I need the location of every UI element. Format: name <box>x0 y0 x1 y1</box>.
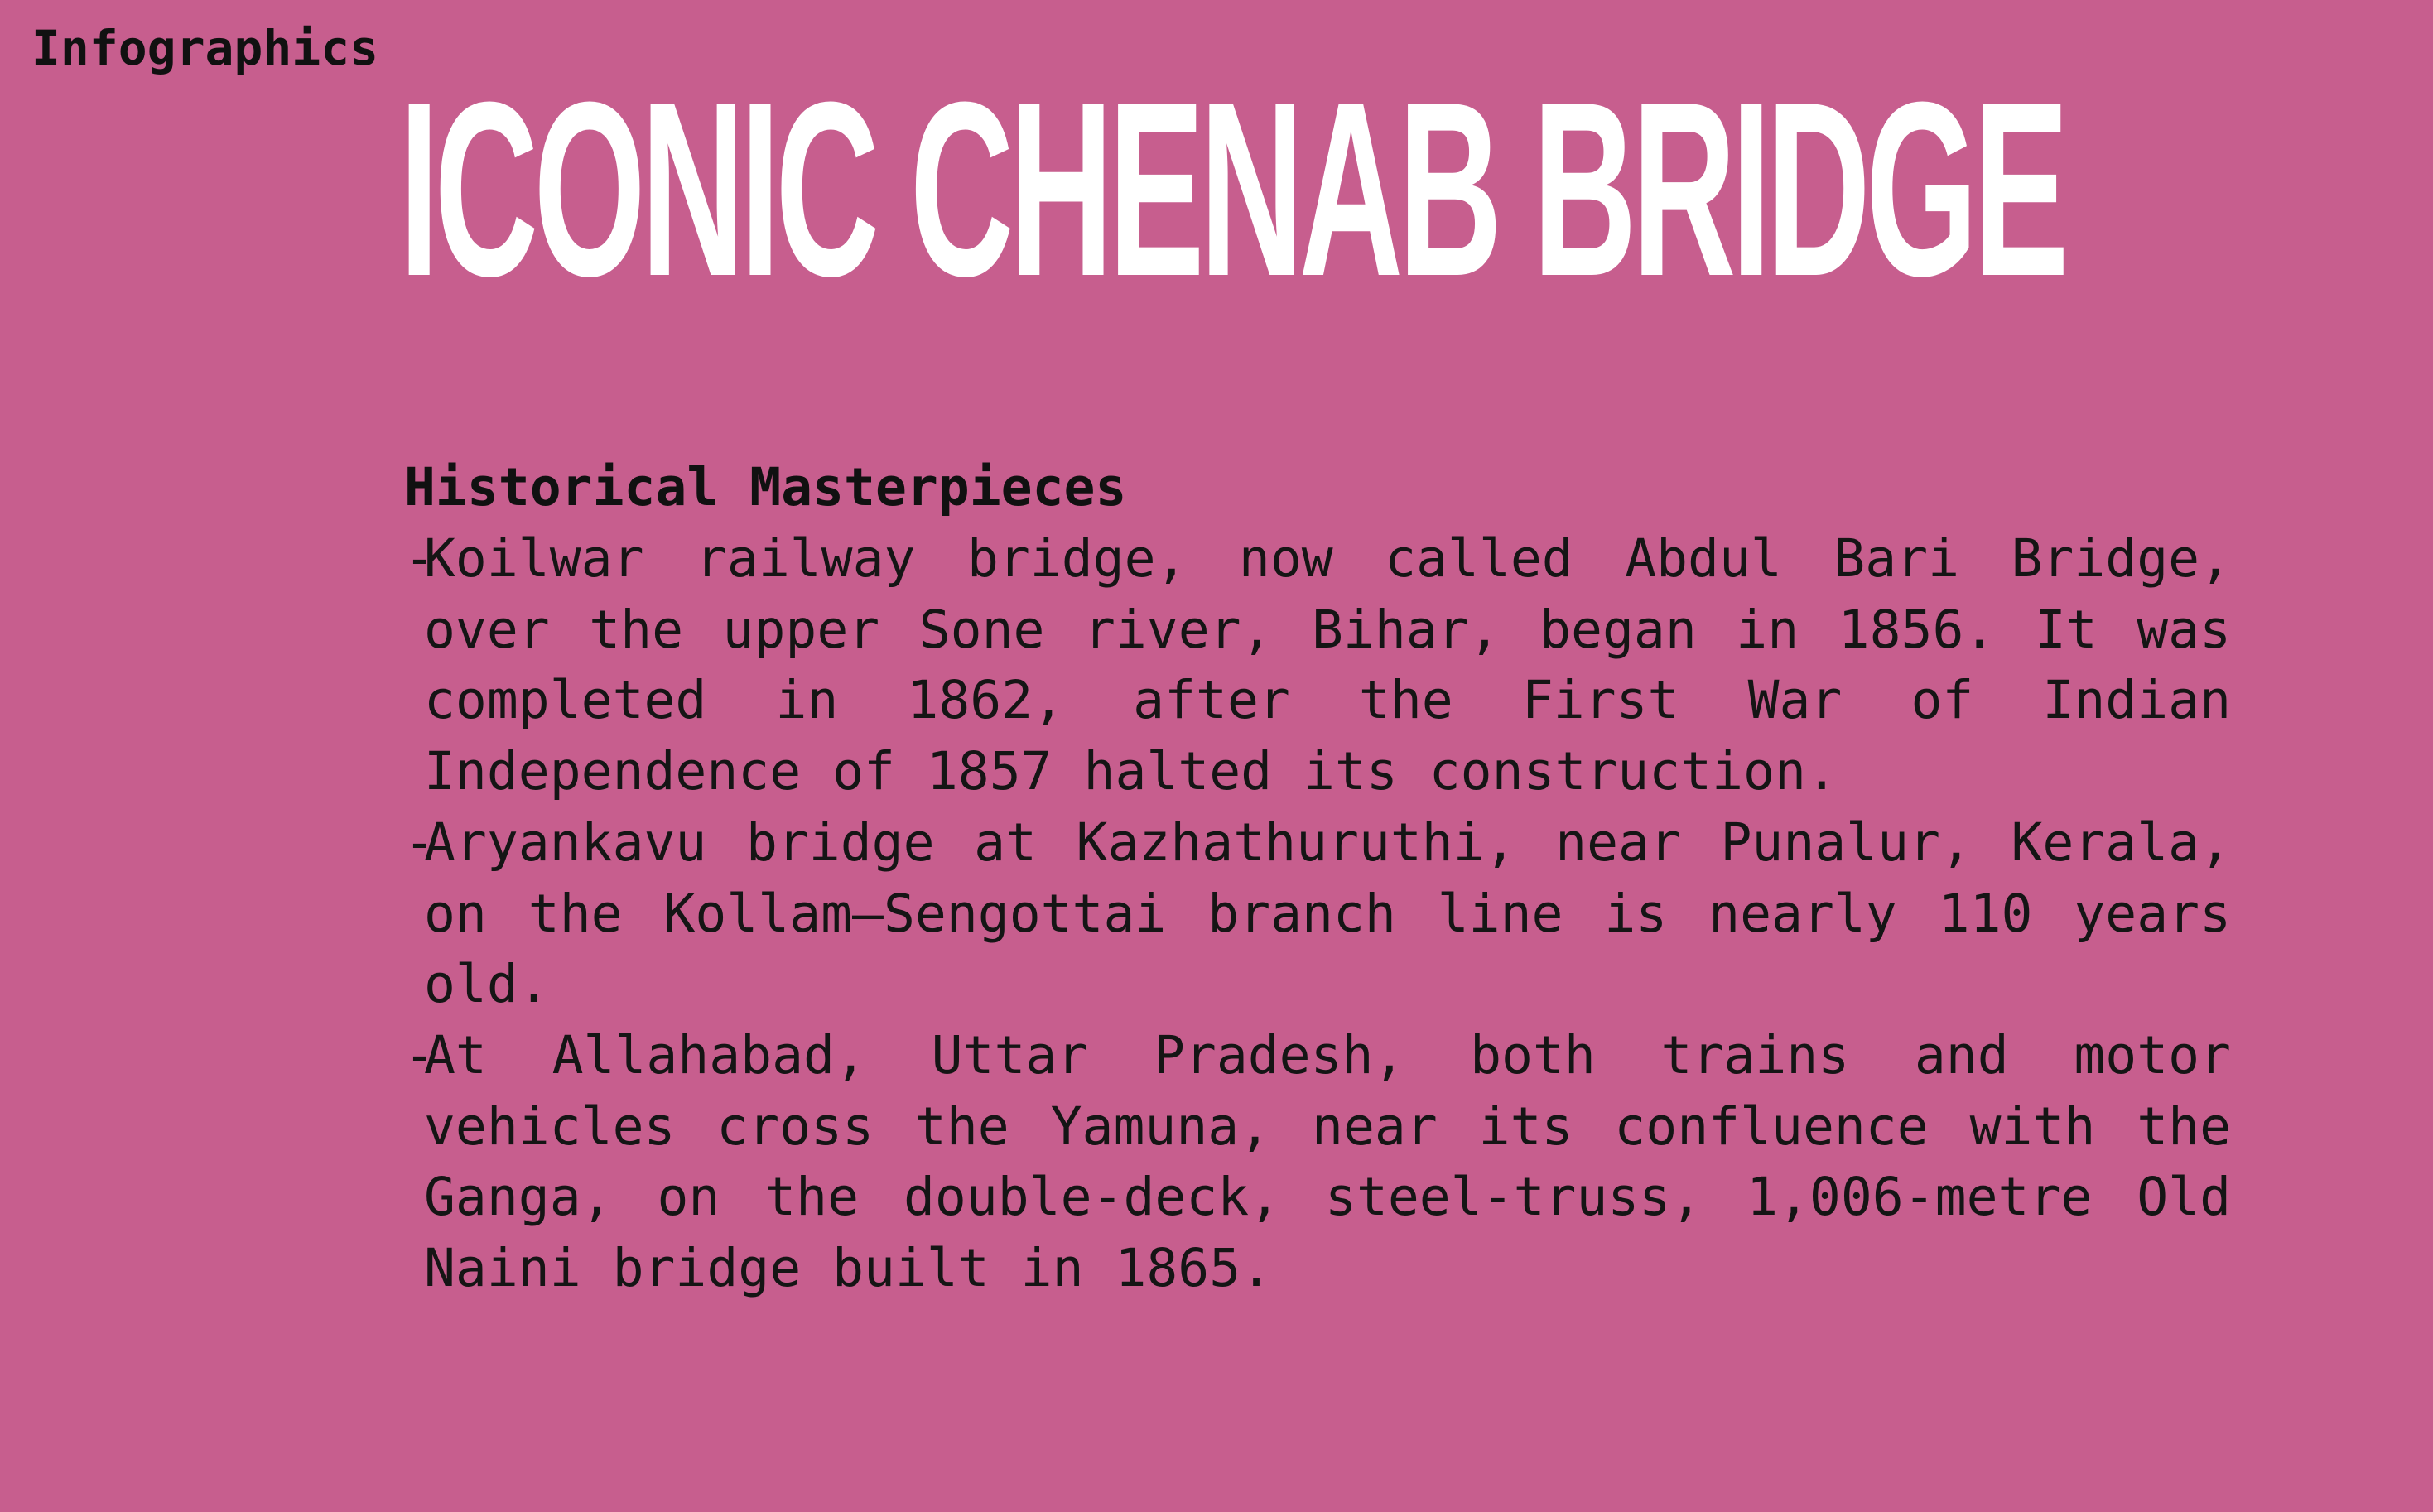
fact-koilwar-bridge: - Koilwar railway bridge, now called Abdul Bari Bridge, over the upper Sone river, Bihar, began in 1856. It was completed in 1862, after the First War of Indian Independence of 1857 halted its construction. <box>404 523 2231 807</box>
section-heading: Historical Masterpieces <box>404 457 1127 518</box>
fact-old-naini-bridge: - At Allahabad, Uttar Pradesh, both trains and motor vehicles cross the Yamuna, near its confluence with the Ganga, on the double-deck, steel-truss, 1,006-metre Old Naini bridge built in 1865. <box>404 1020 2231 1304</box>
facts-list <box>404 523 2231 1304</box>
page-title: ICONIC CHENAB BRIDGE <box>399 50 2064 328</box>
fact-aryankavu-bridge: - Aryankavu bridge at Kazhathuruthi, near Punalur, Kerala, on the Kollam–Sengottai branch line is nearly 110 years old. <box>404 807 2231 1020</box>
section-kicker: Infographics <box>31 20 379 76</box>
